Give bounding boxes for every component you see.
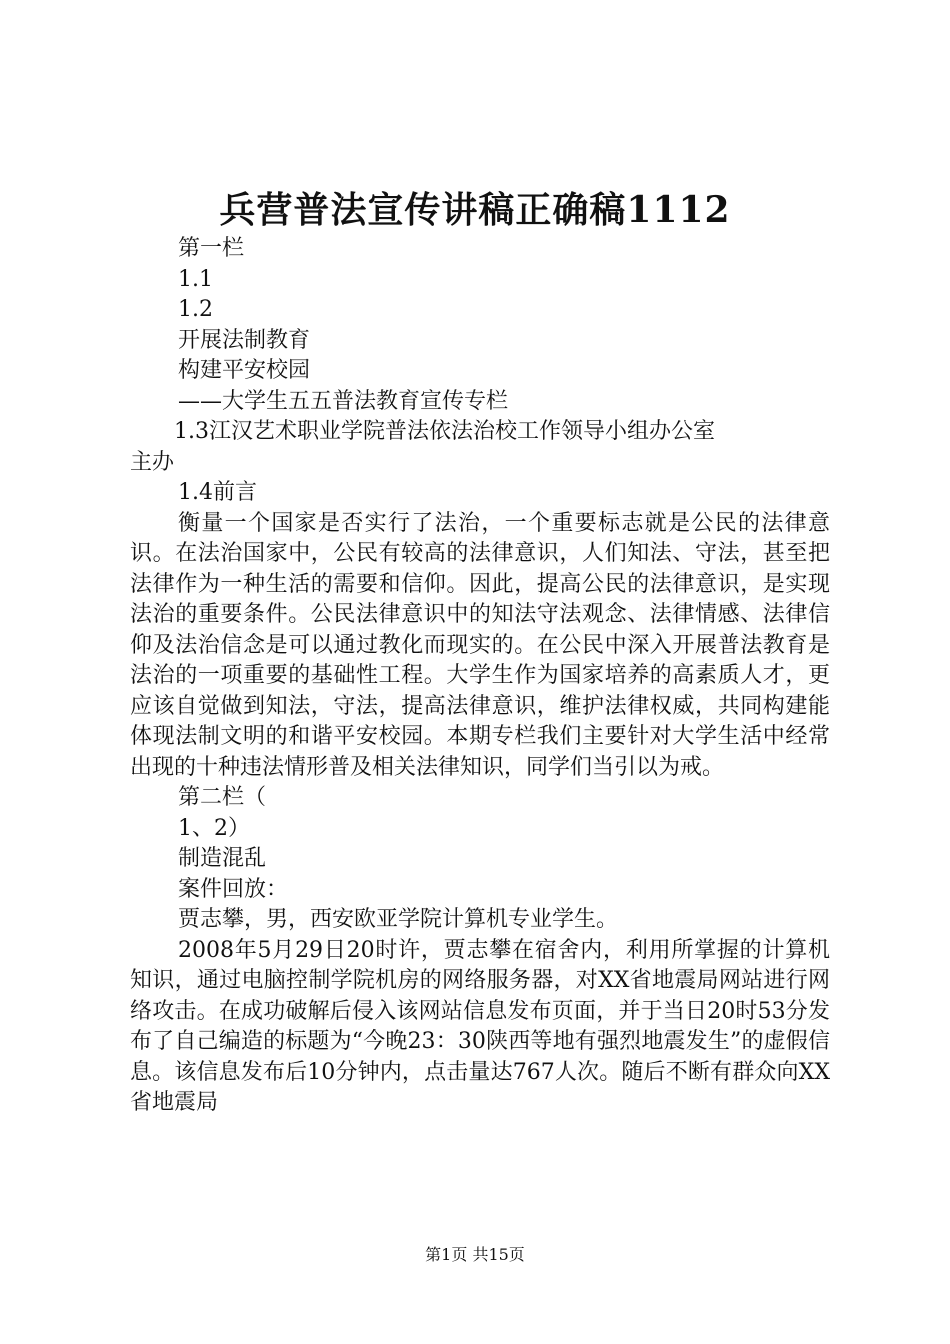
document-body <box>130 234 830 1119</box>
organizer-line: 1.3江汉艺术职业学院普法依法治校工作领导小组办公室 <box>174 419 715 444</box>
case-review-label: 案件回放： <box>178 876 289 902</box>
slogan-line: 开展法制教育 <box>178 327 311 353</box>
preface-heading: 1.4前言 <box>178 480 257 505</box>
case-paragraph: 2008年5月29日20时许，贾志攀在宿舍内，利用所掌握的计算机知识，通过电脑控制学院机房的网络服务器，对XX省地震局网站进行网络攻击。在成功破解后侵入该网站信息发布页面，并于当日20时53分发布了自己编造的标题为“今晚23：30陕西等地有强烈地震发生”的虚假信息。该信息发布后10分钟内，点击量达767人次。随后不断有群众向XX省地震局 <box>130 937 830 1115</box>
topic-heading: 制造混乱 <box>178 846 267 871</box>
document-title: 兵营普法宣传讲稿正确稿1112 <box>219 189 731 231</box>
column-subtitle: ——大学生五五普法教育宣传专栏 <box>178 388 509 414</box>
section-number: 1.1 <box>178 266 213 292</box>
organizer-line-continued: 主办 <box>130 449 175 475</box>
preface-paragraph: 衡量一个国家是否实行了法治，一个重要标志就是公民的法律意识。在法治国家中，公民有较高的法律意识，人们知法、守法，甚至把法律作为一种生活的需要和信仰。因此，提高公民的法律意识，是实现法治的重要条件。公民法律意识中的知法守法观念、法律情感、法律信仰及法治信念是可以通过教化而现实的。在公民中深入开展普法教育是法治的一项重要的基础性工程。大学生作为国家培养的高素质人才，更应该自觉做到知法，守法，提高法律意识，维护法律权威，共同构建能体现法制文明的和谐平安校园。本期专栏我们主要针对大学生活中经常出现的十种违法情形普及相关法律知识，同学们当引以为戒。 <box>130 510 830 780</box>
section-number: 1、2） <box>178 815 250 841</box>
column-one-heading: 第一栏 <box>178 236 245 261</box>
slogan-line: 构建平安校园 <box>178 358 311 383</box>
case-subject-line: 贾志攀，男，西安欧亚学院计算机专业学生。 <box>178 907 619 932</box>
page-footer: 第1页 共15页 <box>425 1245 525 1264</box>
column-two-heading: 第二栏（ <box>178 785 267 810</box>
section-number: 1.2 <box>178 297 213 322</box>
